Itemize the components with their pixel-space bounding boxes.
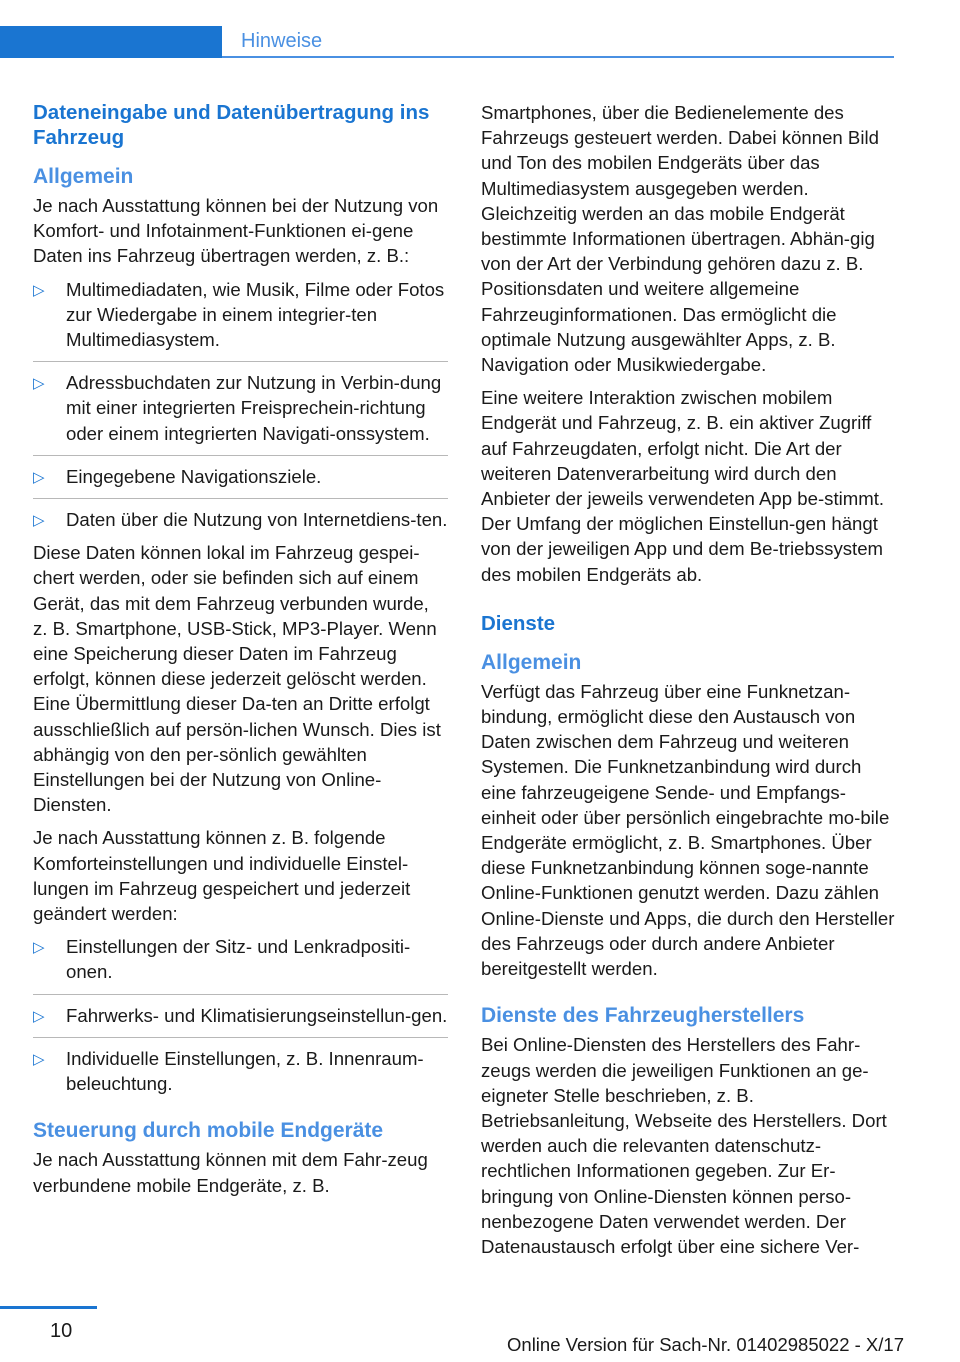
header-accent-bar (0, 26, 222, 58)
section-title: Hinweise (241, 30, 323, 52)
list-item-text: Einstellungen der Sitz- und Lenkradpositi‐onen. (66, 936, 411, 983)
list-item-text: Daten über die Nutzung von Internetdiens‐ten. (66, 509, 448, 531)
header-rule (222, 56, 894, 58)
paragraph: Je nach Ausstattung können bei der Nutzung von Komfort- und Infotainment-Funktionen ei‐gene Daten ins Fahrzeug übertragen werden, z. B.: (33, 195, 439, 267)
list-item (33, 370, 448, 456)
list-item-text: Multimediadaten, wie Musik, Filme oder Fotos zur Wiedergabe in einem integrier‐ten Multimediasystem. (66, 278, 445, 351)
heading-dienste: Dienste (481, 611, 556, 635)
triangle-right-icon: ▷ (33, 1007, 45, 1025)
online-version-note: Online Version für Sach-Nr. 01402985022 - X/17 (507, 1334, 904, 1355)
paragraph: Bei Online-Diensten des Herstellers des Fahr‐zeugs werden die jeweiligen Funktionen an ge‐eigneter Stelle beschrieben, z. B. Betriebsanleitung, Webseite des Herstellers. Dort werden auch die relevanten datenschutz‐rechtlichen Informationen gegeben. Zur Er‐bringung von Online-Diensten können perso‐nenbezogene Daten verwendet werden. Der Datenaustausch erfolgt über eine sichere Ver‐ (481, 1034, 887, 1257)
paragraph: Diese Daten können lokal im Fahrzeug gespei‐chert werden, oder sie befinden sich auf einem Gerät, das mit dem Fahrzeug verbunden wurde, z. B. Smartphone, USB-Stick, MP3-Player. Wenn eine Speicherung dieser Daten im Fahrzeug erfolgt, können diese jederzeit gelöscht werden. Eine Übermittlung dieser Da‐ten an Dritte erfolgt ausschließlich auf persön‐lichen Wunsch. Dies ist abhängig von den per‐sönlich gewählten Einstellungen bei der Nutzung von Online-Diensten. (33, 542, 441, 816)
triangle-right-icon: ▷ (33, 1050, 45, 1068)
list-item (33, 464, 448, 499)
paragraph: Eine weitere Interaktion zwischen mobilem Endgerät und Fahrzeug, z. B. ein aktiver Zugriff auf Fahrzeugdaten, erfolgt nicht. Die Art der weiteren Datenverarbeitung wird durch den Anbieter der jeweils verwendeten App be‐stimmt. Der Umfang der möglichen Einstellun‐gen hängt von der jeweiligen App und dem Be‐triebssystem des mobilen Endgeräts ab. (481, 387, 885, 585)
paragraph: Smartphones, über die Bedienelemente des Fahrzeugs gesteuert werden. Dabei können Bild und Ton des mobilen Endgeräts über das Multimediasystem ausgegeben werden. Gleichzeitig werden an das mobile Endgerät bestimmte Informationen übertragen. Abhän‐gig von der Art der Verbindung gehören dazu z. B. Positionsdaten und weitere allgemeine Fahrzeuginformationen. Das ermöglicht die optimale Nutzung ausgewählter Apps, z. B. Navigation oder Musikwiedergabe. (481, 102, 879, 376)
triangle-right-icon: ▷ (33, 939, 45, 957)
paragraph: Je nach Ausstattung können mit dem Fahr‐zeug verbundene mobile Endgeräte, z. B. (33, 1149, 428, 1196)
left-column (33, 100, 448, 1206)
heading-steuerung: Steuerung durch mobile Endgeräte (33, 1119, 384, 1143)
list-item-text: Fahrwerks- und Klimatisierungseinstellun‐gen. (66, 1004, 448, 1026)
triangle-right-icon: ▷ (33, 468, 45, 486)
list-item-text: Individuelle Einstellungen, z. B. Innenraum‐beleuchtung. (66, 1047, 424, 1095)
heading-dateneingabe: Dateneingabe und Datenübertragung ins Fahrzeug (33, 101, 430, 149)
list-item (33, 277, 448, 363)
heading-allgemein: Allgemein (33, 165, 134, 188)
list-item-text: Eingegebene Navigationsziele. (66, 465, 322, 487)
paragraph: Je nach Ausstattung können z. B. folgende Komforteinstellungen und individuelle Einstel‐lungen im Fahrzeug gespeichert und jederzeit geändert werden: (33, 827, 411, 925)
bullet-list-data-types (33, 277, 448, 533)
list-item (33, 1046, 448, 1096)
triangle-right-icon: ▷ (33, 281, 45, 299)
bullet-list-settings (33, 934, 448, 1096)
page-number: 10 (50, 1320, 73, 1342)
triangle-right-icon: ▷ (33, 375, 45, 393)
right-column (481, 100, 896, 1267)
paragraph: Verfügt das Fahrzeug über eine Funknetzan‐bindung, ermöglicht diese den Austausch von Daten zwischen dem Fahrzeug und weiteren Systemen. Die Funknetzanbindung wird durch eine fahrzeugeigene Sende- und Empfangs‐einheit oder über persönlich eingebrachte mo‐bile Endgeräte ermöglicht, z. B. Smartphones. Über diese Funknetzanbindung können soge‐nannte Online-Funktionen genutzt werden. Dazu zählen Online-Dienste und Apps, die durch den Hersteller des Fahrzeugs oder durch andere Anbieter bereitgestellt werden. (481, 680, 895, 980)
list-item (33, 934, 448, 994)
heading-allgemein: Allgemein (481, 650, 582, 674)
list-item-text: Adressbuchdaten zur Nutzung in Verbin‐dung mit einer integrierten Freisprechein‐richtung oder einem integrierten Navigati‐onssystem. (66, 372, 442, 444)
footer-accent-rule (0, 1306, 97, 1309)
list-item (33, 1003, 448, 1038)
list-item (33, 507, 448, 532)
heading-dienste-hersteller: Dienste des Fahrzeugherstellers (481, 1004, 805, 1028)
triangle-right-icon: ▷ (33, 512, 45, 530)
